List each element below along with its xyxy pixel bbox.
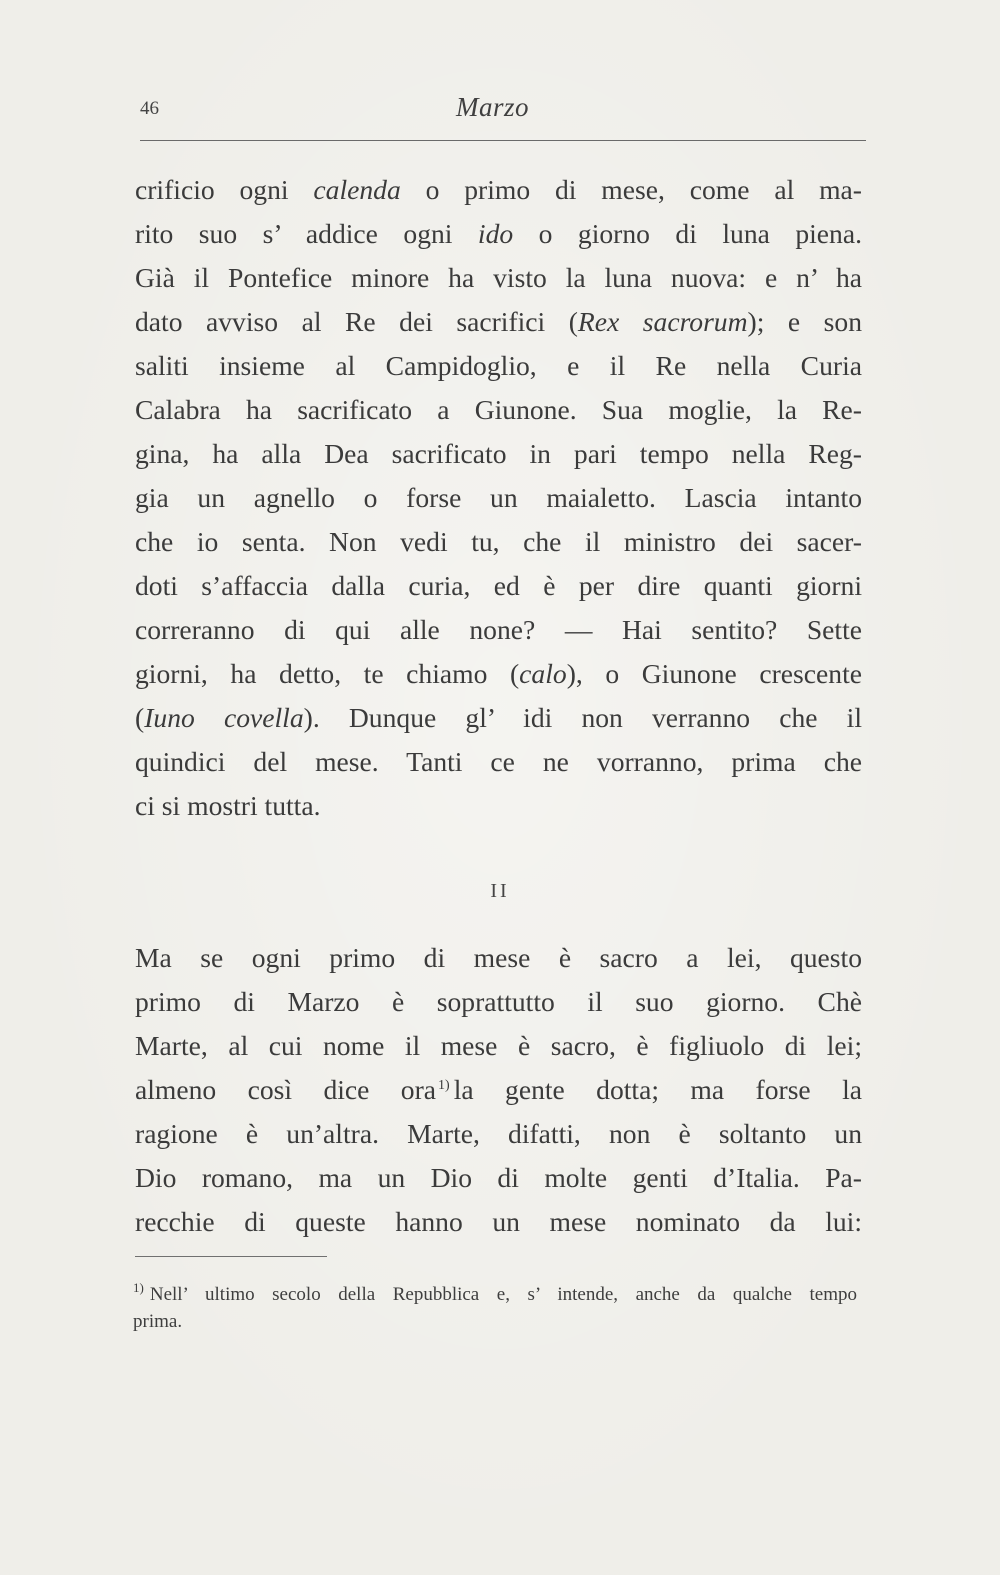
text-line: crificio ogni calenda o primo di mese, come al ma- <box>135 174 862 205</box>
text-line: Già il Pontefice minore ha visto la luna nuova: e n’ ha <box>135 262 862 293</box>
text-line: giorni, ha detto, te chiamo (calo), o Giunone crescente <box>135 658 862 689</box>
page-header <box>140 92 866 124</box>
text-line: gina, ha alla Dea sacrificato in pari tempo nella Reg- <box>135 438 862 469</box>
text-line: Marte, al cui nome il mese è sacro, è figliuolo di lei; <box>135 1030 862 1061</box>
text-line: correranno di qui alle none? — Hai sentito? Sette <box>135 614 862 645</box>
text-line: che io senta. Non vedi tu, che il ministro dei sacer- <box>135 526 862 557</box>
footnote-line: prima. <box>133 1311 183 1332</box>
text-line: quindici del mese. Tanti ce ne vorranno, prima che <box>135 746 862 777</box>
text-line: doti s’affaccia dalla curia, ed è per dire quanti giorni <box>135 570 862 601</box>
paragraph-continuation <box>135 168 862 828</box>
running-title: Marzo <box>456 92 530 122</box>
text-line: almeno così dice ora $^{1)}$ la gente dotta; ma forse la <box>135 1074 862 1105</box>
text-line: Dio romano, ma un Dio di molte genti d’Italia. Pa- <box>135 1162 862 1193</box>
footnote <box>133 1282 857 1335</box>
footnote-rule <box>135 1256 327 1257</box>
paragraph-section-two <box>135 936 862 1244</box>
page-number: 46 <box>140 98 159 119</box>
footnote-line: $^{1)}$ Nell’ ultimo secolo della Repubblica e, s’ intende, anche da qualche tempo <box>133 1280 857 1305</box>
text-line: Calabra ha sacrificato a Giunone. Sua moglie, la Re- <box>135 394 862 425</box>
text-line: primo di Marzo è soprattutto il suo giorno. Chè <box>135 986 862 1017</box>
text-line: dato avviso al Re dei sacrifici (Rex sacrorum); e son <box>135 306 862 337</box>
footnote-marker: 1) <box>133 1280 144 1295</box>
text-line: saliti insieme al Campidoglio, e il Re nella Curia <box>135 350 862 381</box>
header-rule <box>140 140 866 141</box>
text-line: gia un agnello o forse un maialetto. Lascia intanto <box>135 482 862 513</box>
section-number: II <box>490 880 510 902</box>
footnote-reference[interactable]: 1) <box>438 1078 450 1093</box>
text-line: ragione è un’altra. Marte, difatti, non è soltanto un <box>135 1118 862 1149</box>
text-line: ci si mostri tutta. <box>135 790 321 821</box>
text-line: recchie di queste hanno un mese nominato da lui: <box>135 1206 862 1237</box>
text-line: rito suo s’ addice ogni ido o giorno di luna piena. <box>135 218 862 249</box>
text-line: (Iuno covella). Dunque gl’ idi non verranno che il <box>135 702 862 733</box>
text-line: Ma se ogni primo di mese è sacro a lei, questo <box>135 942 862 973</box>
